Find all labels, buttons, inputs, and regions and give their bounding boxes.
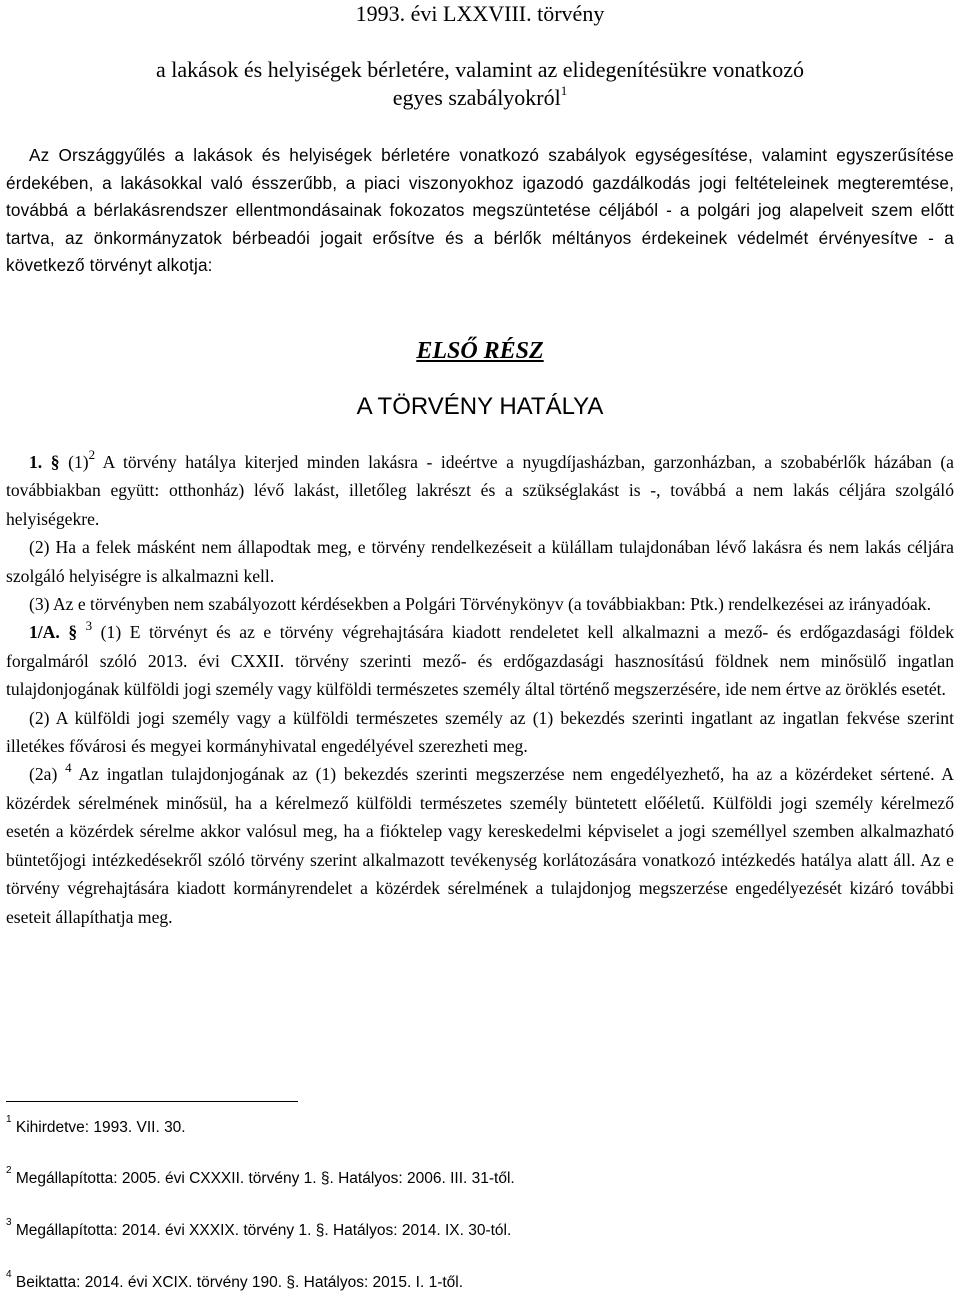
section-1-para-3: (3) Az e törvényben nem szabályozott kérdésekben a Polgári Törvénykönyv (a továbbiakban: Ptk.) rendelkezései az irányadóak. — [29, 594, 932, 615]
footnote-marker: 4 — [6, 1268, 12, 1280]
section-1a-para-2: (2) A külföldi jogi személy vagy a külföldi természetes személy az (1) bekezdés szerinti ingatlant az ingatlan fekvése szerint illetékes fővárosi és megyei kormányhivatal engedélyével szerezheti meg. — [6, 707, 954, 757]
para-text: A törvény hatálya kiterjed minden lakásra - ideértve a nyugdíjasházban, garzonházban, a szobabérlők házában (a továbbiakban együtt: otthonház) lévő lakást, illetőleg lakrészt és a szükséglakást is -, továbbá a nem lakás céljára szolgáló helyiségekre. — [6, 452, 954, 529]
section-sign: § — [68, 622, 78, 643]
subtitle-line-2-text: egyes szabályokról — [392, 85, 561, 110]
document-subtitle — [0, 56, 960, 112]
part-title: ELSŐ RÉSZ — [416, 338, 544, 364]
footnote-divider — [6, 1101, 298, 1102]
footnote-3 — [6, 1216, 512, 1241]
section-1a-number: 1/A. — [29, 622, 60, 643]
footnote-ref-4[interactable]: 4 — [65, 759, 72, 775]
law-number: 1993. évi LXXVIII. törvény — [355, 1, 605, 26]
footnote-text: Megállapította: 2005. évi CXXXII. törvény 1. §. Hatályos: 2006. III. 31-től. — [11, 1170, 515, 1187]
section-body — [6, 448, 954, 931]
section-sign: § — [50, 452, 60, 472]
section-1-para-1 — [6, 448, 954, 533]
footnote-text: Kihirdetve: 1993. VII. 30. — [11, 1119, 186, 1136]
chapter-title: A TÖRVÉNY HATÁLYA — [356, 393, 604, 420]
footnote-marker: 1 — [6, 1113, 12, 1125]
footnote-ref-2[interactable]: 2 — [88, 447, 96, 463]
subtitle-line-1: a lakások és helyiségek bérletére, valamint az elidegenítésükre vonatkozó — [155, 57, 805, 82]
section-1a-para-1 — [6, 618, 954, 703]
footnote-ref-1[interactable]: 1 — [560, 82, 568, 98]
subtitle-line-2 — [0, 84, 960, 112]
para-label: (2a) — [29, 764, 58, 785]
section-1-para-2: (2) Ha a felek másként nem állapodtak meg, e törvény rendelkezéseit a külállam tulajdonában lévő lakásra és nem lakás céljára szolgáló helyiségre is alkalmazni kell. — [6, 537, 954, 586]
footnote-ref-3[interactable]: 3 — [85, 617, 93, 633]
para-label: (1) — [68, 452, 89, 472]
section-1-number: 1. — [29, 452, 43, 472]
document-title — [0, 0, 960, 28]
footnote-text: Megállapította: 2014. évi XXXIX. törvény 1. §. Hatályos: 2014. IX. 30-tól. — [11, 1222, 512, 1239]
footnote-2 — [6, 1164, 515, 1189]
footnote-marker: 3 — [6, 1216, 12, 1228]
footnote-text: Beiktatta: 2014. évi XCIX. törvény 190. §. Hatályos: 2015. I. 1-től. — [11, 1274, 464, 1291]
footnote-4 — [6, 1268, 464, 1293]
preamble: Az Országgyűlés a lakások és helyiségek bérletére vonatkozó szabályok egységesítése, valamint egyszerűsítése érdekében, a lakásokkal való ésszerűbb, a piaci viszonyokhoz igazodó gazdálkodás jogi feltételeinek megteremtése, továbbá a bérlakásrendszer ellentmondásainak fokozatos megszüntetése céljából - a polgári jog alapelveit szem előtt tartva, az önkormányzatok bérbeadói jogait erősítve és a bérlők méltányos érdekeinek védelmét érvényesítve - a következő törvényt alkotja: — [6, 145, 954, 276]
footnote-1 — [6, 1113, 186, 1138]
footnote-marker: 2 — [6, 1164, 12, 1176]
section-1a-para-2a — [6, 760, 954, 930]
para-text: Az ingatlan tulajdonjogának az (1) bekezdés szerinti megszerzése nem engedélyezhető, ha az a közérdeket sértené. A közérdek sérelmének minősül, ha a kérelmező külföldi természetes személy büntetett előéletű. Külföldi jogi személy kérelmező esetén a közérdek sérelme akkor valósul meg, ha a fióktelep vagy kereskedelmi képviselet a jogi személlyel szemben alkalmazható büntetőjogi intézkedésekről szóló törvény szerint alkalmazott tevékenység korlátozására vonatkozó intézkedés hatálya alatt áll. Az e törvény végrehajtására kiadott kormányrendelet a közérdek sérelmének a tulajdonjog megszerzése engedélyezését kizáró további eseteit állapíthatja meg. — [6, 764, 954, 927]
para-text: (1) E törvényt és az e törvény végrehajtására kiadott rendeletet kell alkalmazni a mező- és erdőgazdasági földek forgalmáról szóló 2013. évi CXXII. törvény szerinti mező- és erdőgazdasági hasznosítású földnek nem minősülő ingatlan tulajdonjogának külföldi jogi személy vagy külföldi természetes személy által történő megszerzésére, ide nem értve az öröklés esetét. — [6, 622, 955, 700]
